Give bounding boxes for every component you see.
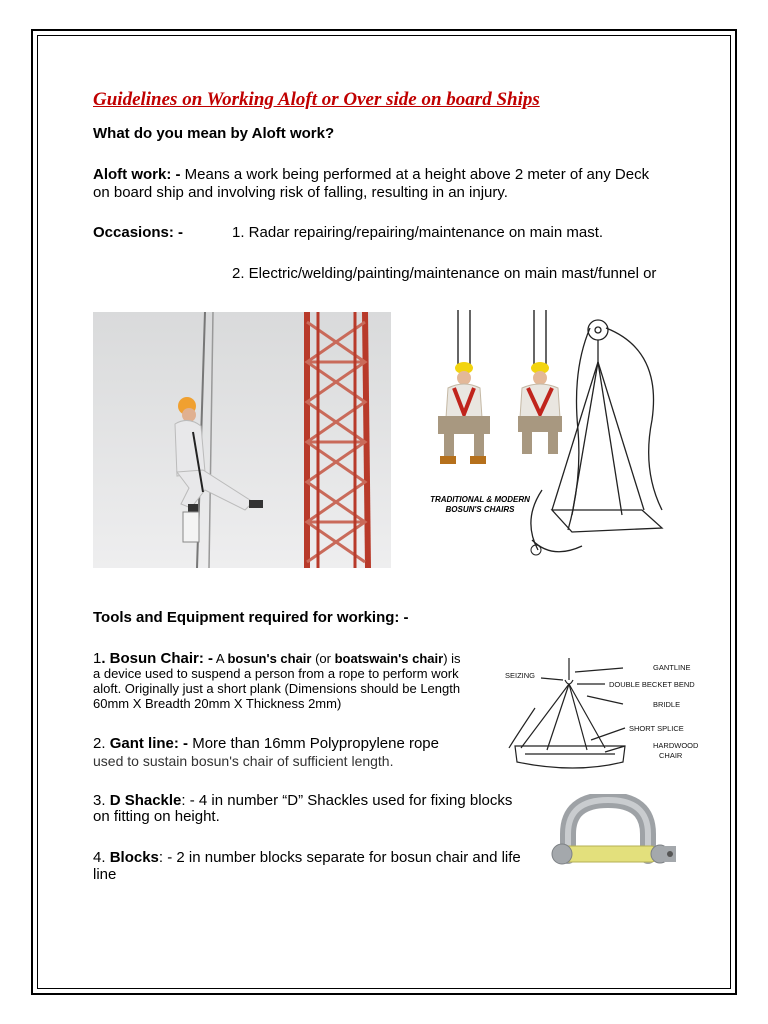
tool-1-term2: boatswain's chair bbox=[334, 651, 444, 666]
aloft-definition-line1 bbox=[93, 166, 649, 184]
tool-3-number: 3. bbox=[93, 792, 110, 809]
tool-2-number: 2. bbox=[93, 735, 110, 752]
label-seizing: SEIZING bbox=[505, 671, 536, 680]
document-title: Guidelines on Working Aloft or Over side on board Ships bbox=[93, 89, 540, 110]
tool-3-label: D Shackle bbox=[109, 792, 182, 809]
tool-1-line3: aloft. Originally just a short plank (Dimensions should be Length bbox=[93, 681, 461, 696]
bosun-chairs-caption-1: TRADITIONAL & MODERN bbox=[430, 495, 530, 504]
label-chair: CHAIR bbox=[659, 751, 683, 760]
tool-1-or: (or bbox=[311, 651, 335, 666]
aloft-question: What do you mean by Aloft work? bbox=[93, 125, 335, 142]
label-hardwood: HARDWOOD bbox=[653, 741, 699, 750]
aloft-work-text1: Means a work being performed at a height above 2 meter of any Deck bbox=[180, 166, 650, 183]
bosun-chairs-caption-2: BOSUN'S CHAIRS bbox=[445, 505, 515, 514]
tool-2-text1: More than 16mm Polypropylene rope bbox=[188, 735, 439, 752]
aloft-worker-photo bbox=[93, 312, 391, 568]
tool-blocks-line1 bbox=[93, 849, 521, 867]
tool-2-line2: used to sustain bosun's chair of sufficient length. bbox=[93, 753, 394, 769]
label-double-becket-bend: DOUBLE BECKET BEND bbox=[609, 680, 695, 689]
tool-1-line4: 60mm X Breadth 20mm X Thickness 2mm) bbox=[93, 696, 342, 711]
occasion-item-1: 1. Radar repairing/repairing/maintenance on main mast. bbox=[232, 224, 604, 241]
tool-1-line2: a device used to suspend a person from a rope to perform work bbox=[93, 666, 459, 681]
aloft-work-label: Aloft work: - bbox=[93, 166, 181, 183]
tool-2-label: Gant line: - bbox=[109, 735, 189, 752]
tool-3-text1: : - 4 in number “D” Shackles used for fixing blocks bbox=[181, 792, 513, 809]
tool-1-term1: bosun's chair bbox=[227, 651, 312, 666]
tool-1-label: . Bosun Chair: - bbox=[101, 650, 214, 667]
tool-4-text1: : - 2 in number blocks separate for bosun chair and life bbox=[158, 849, 521, 866]
tool-4-label: Blocks bbox=[109, 849, 159, 866]
occasion-item-2: 2. Electric/welding/painting/maintenance on main mast/funnel or bbox=[232, 265, 657, 282]
label-bridle: BRIDLE bbox=[653, 700, 681, 709]
occasions-label: Occasions: - bbox=[93, 224, 184, 241]
tools-heading: Tools and Equipment required for working: - bbox=[93, 609, 409, 626]
tool-4-line2: line bbox=[93, 866, 117, 883]
tool-1-is: ) is bbox=[443, 651, 461, 666]
label-gantline: GANTLINE bbox=[653, 663, 691, 672]
bosun-chair-sketch bbox=[512, 310, 672, 572]
label-short-splice: SHORT SPLICE bbox=[629, 724, 684, 733]
tool-4-number: 4. bbox=[93, 849, 110, 866]
aloft-definition-line2: on board ship and involving risk of falling, resulting in an injury. bbox=[93, 184, 508, 201]
d-shackle-photo bbox=[548, 794, 678, 884]
tool-1-number: 1 bbox=[93, 650, 102, 667]
tool-gant-line-line1 bbox=[93, 735, 439, 753]
bosun-chair-rigging-diagram bbox=[495, 658, 735, 778]
tool-1-a: A bbox=[213, 651, 228, 666]
tool-3-line2: on fitting on height. bbox=[93, 808, 220, 825]
